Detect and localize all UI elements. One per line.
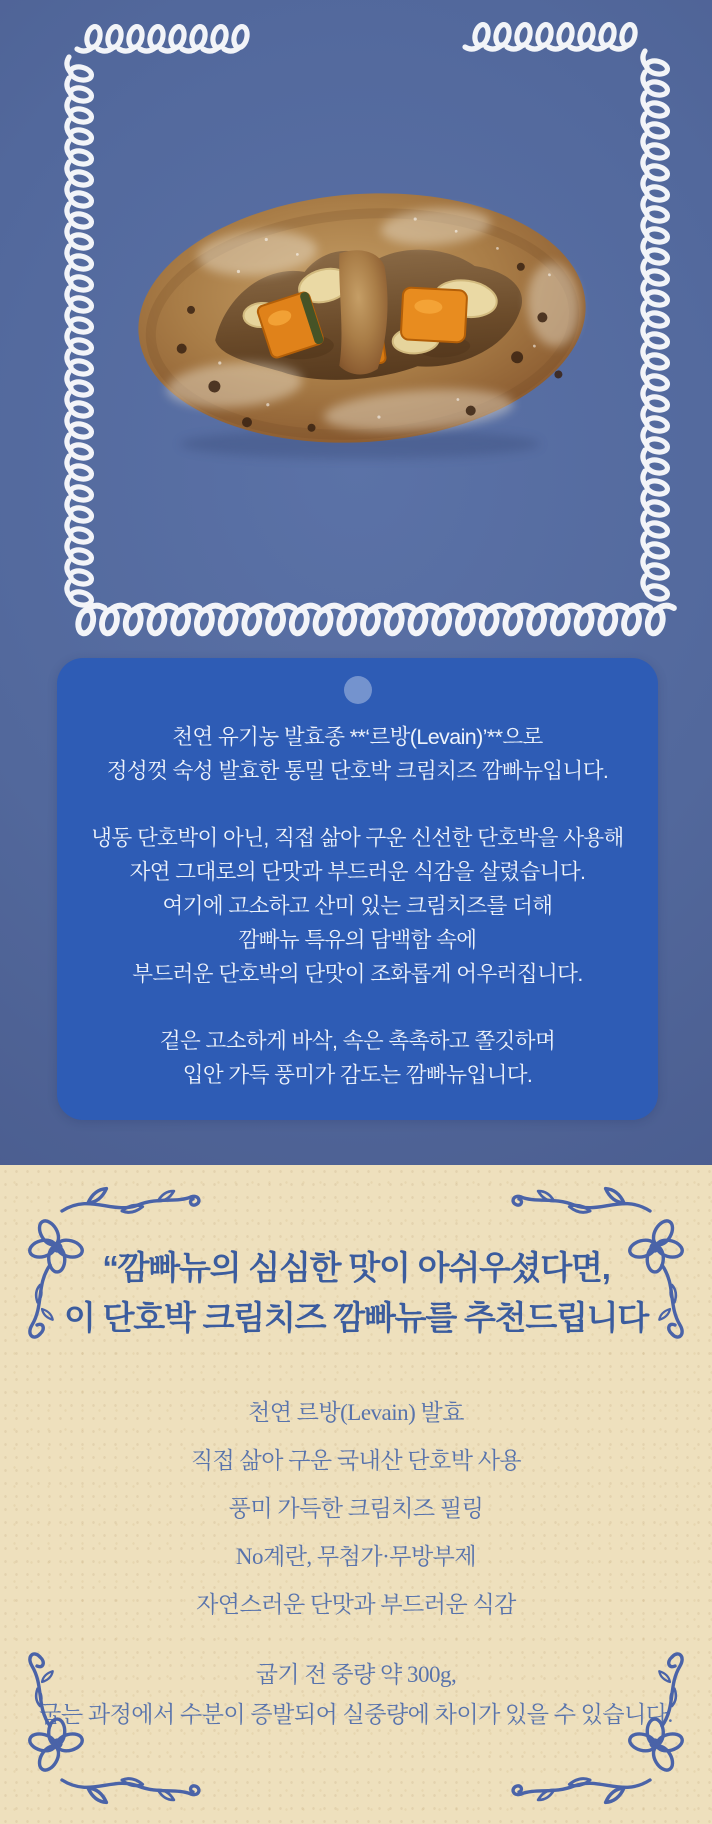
note-line-1: 굽기 전 중량 약 300g, [255,1662,457,1687]
intro-line: 깜빠뉴 특유의 담백함 속에 [238,928,477,952]
vine-flower-flourish-icon [507,1645,702,1810]
intro-line: 겉은 고소하게 바삭, 속은 촉촉하고 쫄깃하며 [159,1029,556,1053]
recommendation-section [0,1165,712,1824]
product-photo-campagne-icon [122,168,602,468]
vine-flower-flourish-icon [10,1645,205,1810]
intro-card [57,658,658,1120]
intro-line: 입안 가득 풍미가 감도는 깜빠뉴입니다. [182,1063,533,1087]
headline-line-2: 이 단호박 크림치즈 깜빠뉴를 추천드립니다 [63,1299,649,1336]
feature-item: 천연 르방(Levain) 발효 [248,1400,464,1425]
headline-line-1: “깜빠뉴의 심심한 맛이 아쉬우셨다면, [102,1249,610,1286]
vine-flower-flourish-icon [10,1181,205,1346]
intro-paragraph [57,821,658,991]
feature-item: 직접 삶아 구운 국내산 단호박 사용 [190,1448,522,1473]
feature-item: 풍미 가득한 크림치즈 필링 [228,1496,484,1521]
vine-flower-flourish-icon [507,1181,702,1346]
feature-list [0,1389,712,1629]
intro-line: 부드러운 단호박의 단맛이 조화롭게 어우러집니다. [132,962,583,986]
feature-item: 자연스러운 단맛과 부드러운 식감 [196,1592,516,1617]
note-line-2: 굽는 과정에서 수분이 증발되어 실중량에 차이가 있을 수 있습니다. [39,1702,673,1727]
intro-line: 정성껏 숙성 발효한 통밀 단호박 크림치즈 깜빠뉴입니다. [106,759,609,783]
intro-line: 자연 그대로의 단맛과 부드러운 식감을 살렸습니다. [129,860,586,884]
intro-line: 천연 유기농 발효종 **‘르방(Levain)’**으로 [172,725,543,749]
intro-line: 냉동 단호박이 아닌, 직접 삶아 구운 신선한 단호박을 사용해 [91,826,624,850]
feature-item: No계란, 무첨가·무방부제 [235,1544,477,1569]
intro-paragraph [57,720,658,788]
card-hole-dot-icon [344,676,372,704]
intro-line: 여기에 고소하고 산미 있는 크림치즈를 더해 [162,894,553,918]
intro-card-text [57,720,658,1092]
intro-paragraph [57,1024,658,1092]
